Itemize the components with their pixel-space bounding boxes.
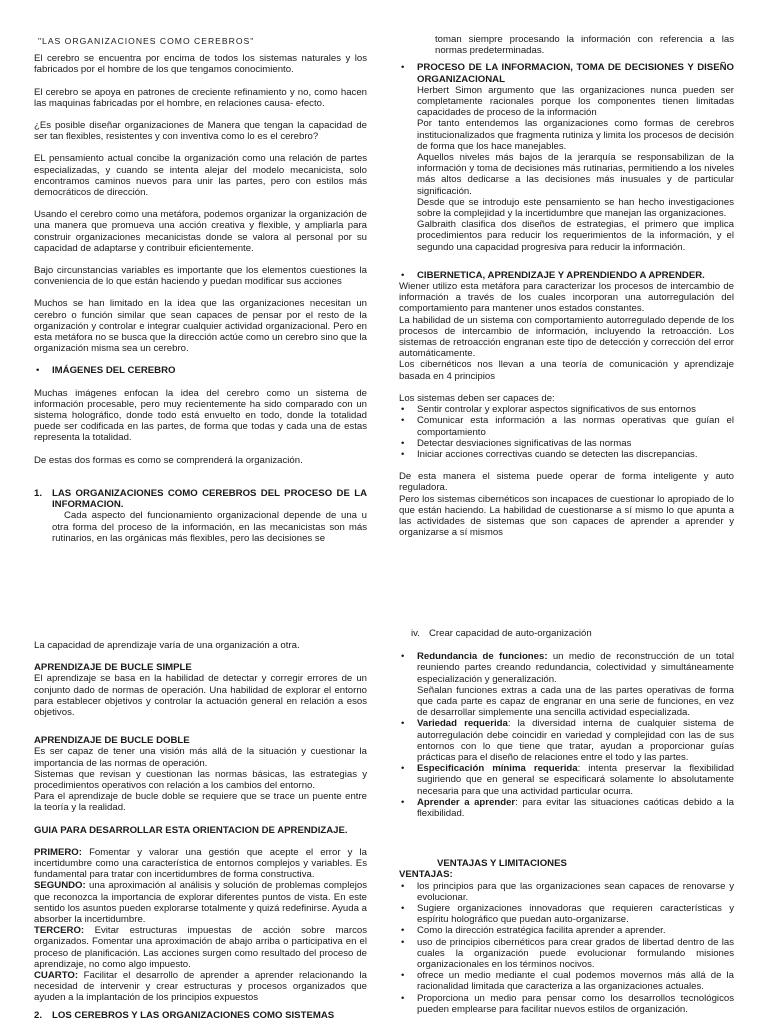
list-item: • Sentir controlar y explorar aspectos significativos de sus entornos (401, 404, 696, 416)
paragraph: Muchas imágenes enfocan la idea del cerebro como un sistema de información procesable, pero muy recientemente ha sido comparado con un sistema holográfico, donde todo está envuelto en todo, donde la totalidad puede ser codificada en las partes, de forma que todas y cada una de estas representa la totalidad. (34, 387, 367, 444)
bullet-icon: • (401, 448, 405, 460)
paragraph: PRIMERO: Fomentar y valorar una gestión que acepte el error y la incertidumbre como una característica de entornos complejos y variables. Es fundamental para tratar con incertidumbres de forma constructiva. (34, 846, 367, 881)
bottom-left-column (34, 640, 367, 1021)
section-number: 1. (34, 487, 43, 499)
paragraph: Para el aprendizaje de bucle doble se requiere que se trace un puente entre la teoría y la realidad. (34, 791, 367, 814)
numbered-section (34, 1010, 367, 1021)
list-item: • los principios para que las organizaciones sean capaces de renovarse y evolucionar. (401, 880, 734, 903)
page-title: "LAS ORGANIZACIONES COMO CEREBROS" (38, 36, 255, 46)
list-item: • Especificación mínima requerida: intenta preservar la flexibilidad sugiriendo que en general se especificará solamente lo absolutamente necesaria para que una actividad particular ocurra. (401, 763, 734, 797)
paragraph: El aprendizaje se basa en la habilidad de detectar y corregir errores de un conjunto dado de normas de operación. Una habilidad de explorar el entorno para establecer objetivos y controlar la actuación general en relación a esos objetivos. (34, 673, 367, 719)
bullet-icon: • (401, 62, 405, 74)
paragraph: Desde que se introdujo este pensamiento se han hecho investigaciones sobre la complejidad y la incertidumbre que manejan las organizaciones. (417, 196, 734, 220)
paragraph: SEGUNDO: una aproximación al análisis y solución de problemas complejos que reconozca la importancia de explorar diferentes puntos de vista. En este sentido los asuntos pueden explorarse totalmente y quizá redefinirse. Ayuda a absorber la incertidumbre. (34, 880, 367, 926)
paragraph: Aquellos niveles más bajos de la jerarquía se responsabilizan de la información y toma de decisiones más rutinarias, permitiendo a los niveles más altos dedicarse a las decisiones más inusuales y de particular significación. (417, 152, 734, 197)
bullet-icon: • (401, 437, 405, 449)
bullet-icon: • (401, 880, 405, 892)
list-item: • Aprender a aprender: para evitar las situaciones caóticas debido a la flexibilidad. (401, 796, 734, 820)
list-item: • Variedad requerida: la diversidad interna de cualquier sistema de autorregulación debe coincidir en variedad y complejidad con las de sus entornos con lo que tiene que tratar, ayudan a proporcionar guías prácticas para el diseño de relaciones entre el todo y las partes. (401, 718, 734, 764)
paragraph: ¿Es posible diseñar organizaciones de Manera que tengan la capacidad de ser tan flexibles, resistentes y con inventiva como lo es el cerebro? (34, 120, 367, 143)
section-heading: VENTAJAS: (399, 869, 453, 881)
bullet-icon: • (401, 992, 405, 1004)
paragraph: Bajo circunstancias variables es importante que los elementos cuestiones la conveniencia de lo que están haciendo y puedan modificar sus acciones (34, 265, 367, 288)
paragraph: Los sistemas deben ser capaces de: (399, 392, 555, 404)
top-left-column (34, 36, 367, 544)
paragraph: De esta manera el sistema puede operar de forma inteligente y auto reguladora. (399, 471, 734, 494)
bullet-icon: • (401, 970, 405, 982)
bullet-icon: • (401, 903, 405, 915)
list-item: • Comunicar esta información a las normas operativas que guían el comportamiento (401, 415, 734, 438)
paragraph: Herbert Simon argumento que las organizaciones nunca pueden ser completamente racionales porque los componentes tienen limitadas capacidades de proceso de la información (417, 84, 734, 119)
paragraph: El cerebro se apoya en patrones de creciente refinamiento y no, como hacen las maquinas fabricadas por el hombre, en relaciones causa- efecto. (34, 86, 367, 109)
list-item: • Sugiere organizaciones innovadoras que requieren características y espíritu holográfico que puedan auto-organizarse. (401, 903, 734, 926)
bottom-right-column (399, 628, 734, 1015)
section-heading: • IMÁGENES DEL CEREBRO (36, 365, 176, 377)
bullet-section (399, 62, 734, 252)
paragraph: El cerebro se encuentra por encima de todos los sistemas naturales y los fabricados por el hombre de los que tengamos conocimiento. (34, 53, 367, 76)
paragraph: Muchos se han limitado en la idea que las organizaciones necesitan un cerebro o función similar que sean capaces de pensar por el resto de la organización y controlar e integrar cualquier actividad organizacional. Pero en esta metáfora no se busca que la dirección actúe como un cerebro sino que la organización misma sea un cerebro. (34, 298, 367, 355)
list-item: • Como la dirección estratégica facilita aprender a aprender. (401, 925, 666, 937)
bullet-icon: • (36, 365, 40, 377)
roman-number: iv. (411, 628, 420, 639)
paragraph: EL pensamiento actual concibe la organización como una relación de partes especializadas, y cuando se intenta alejar del modelo mecanicista, solo encontramos caminos nuevos para unir las partes, pero con estilos más democráticos de dirección. (34, 153, 367, 199)
paragraph: toman siempre procesando la información con referencia a las normas predeterminadas. (435, 34, 734, 57)
list-item: • uso de principios cibernéticos para crear grados de libertad dentro de las cuales la organización puede evolucionar formulando misiones organizacionales en los términos nocivos. (401, 936, 734, 971)
bullet-icon: • (401, 718, 405, 730)
paragraph: De estas dos formas es como se comprenderá la organización. (34, 454, 303, 466)
paragraph: Sistemas que revisan y cuestionan las normas básicas, las estrategias y procedimientos operativos con relación a los cambios del entorno. (34, 768, 367, 792)
paragraph: CUARTO: Facilitar el desarrollo de aprender a aprender relacionando la necesidad de intervenir y crear estructuras y procesos organizados que ayuden a la implantación de los principios expuestos (34, 970, 367, 1004)
list-item: • Redundancia de funciones: un medio de reconstrucción de un total reuniendo partes creando redundancia, colectividad y simultáneamente especialización y generalización. Señalan funciones extras a cada una de las partes operativas de forma que cada parte es capaz de engranar en una serie de funciones, en vez de desarrollar simplemente una sencilla actividad especializada. (401, 651, 734, 719)
bullet-icon: • (401, 925, 405, 937)
paragraph: Por tanto entendemos las organizaciones como formas de cerebros institucionalizados que fragmenta rutiniza y limita los procesos de decisión de forma que los hace manejables. (417, 118, 734, 152)
list-item: • Detectar desviaciones significativas de las normas (401, 437, 632, 449)
numbered-section (34, 488, 367, 544)
bullet-icon: • (401, 404, 405, 416)
section-heading: PROCESO DE LA INFORMACION, TOMA DE DECISIONES Y DISEÑO ORGANIZACIONAL (417, 62, 734, 85)
paragraph: Pero los sistemas cibernéticos son incapaces de cuestionar lo apropiado de lo que están haciendo. La habilidad de cuestionarse a sí mismo lo que apunta a las actividades de sistemas que son capaces de aprender a aprender y organizarse a sí mismos (399, 493, 734, 539)
paragraph: Galbraith clasifica dos diseños de estrategias, el primero que implica procedimientos para reducir los requerimientos de la información, y el segundo una capacidad progresiva para reducir la información. (417, 219, 734, 253)
paragraph: La capacidad de aprendizaje varía de una organización a otra. (34, 640, 300, 651)
bullet-icon: • (401, 269, 405, 281)
section-heading: VENTAJAS Y LIMITACIONES (437, 858, 567, 870)
list-item: • ofrece un medio mediante el cual podemos movernos más allá de la racionalidad limitada que caracteriza a las organizaciones actuales. (401, 970, 734, 993)
bullet-icon: • (401, 796, 405, 808)
paragraph: TERCERO: Evitar estructuras impuestas de acción sobre marcos organizados. Fomentar una aproximación de abajo arriba o participativa en el proceso de planificación. Las acciones surgen como resultado del proceso de aprendizaje, no como algo impuesto. (34, 925, 367, 970)
section-heading: LAS ORGANIZACIONES COMO CEREBROS DEL PROCESO DE LA INFORMACION. (52, 487, 367, 511)
bullet-icon: • (401, 415, 405, 427)
paragraph: Wiener utilizo esta metáfora para caracterizar los procesos de intercambio de información a través de los cuales incorporan una autorregulación del comportamiento para mantener unos estados constantes. (399, 281, 734, 315)
roman-item (399, 628, 734, 639)
section-heading: LOS CEREBROS Y LAS ORGANIZACIONES COMO SISTEMAS (52, 1009, 335, 1021)
bullet-icon: • (401, 763, 405, 775)
list-item: • Proporciona un medio para pensar como los desarrollos tecnológicos pueden emplearse para facilitar nuevos estilos de organización. (401, 992, 734, 1015)
paragraph: Usando el cerebro como una metáfora, podemos organizar la organización de una manera que promueva una acción creativa y flexible, y ampliarla para construir organizaciones mecanicistas donde se valora al personal por su capacidad de adaptarse y contribuir eficientemente. (34, 209, 367, 254)
paragraph: Es ser capaz de tener una visión más allá de la situación y cuestionar la importancia de las normas de operación. (34, 746, 367, 769)
top-right-column (399, 34, 734, 538)
bullet-icon: • (401, 936, 405, 948)
section-number: 2. (34, 1009, 43, 1021)
section-heading: GUIA PARA DESARROLLAR ESTA ORIENTACION DE APRENDIZAJE. (34, 824, 348, 836)
section-heading: APRENDIZAJE DE BUCLE DOBLE (34, 735, 190, 747)
paragraph: Crear capacidad de auto-organización (429, 628, 592, 639)
section-heading: • CIBERNETICA, APRENDIZAJE Y APRENDIENDO A APRENDER. (401, 269, 705, 281)
paragraph: La habilidad de un sistema con comportamiento autorregulado depende de los procesos de intercambio de información, incluyendo la retroacción. Los sistemas de retroacción engranan este tipo de detección y corrección del error automáticamente. (399, 314, 734, 360)
bullet-icon: • (401, 651, 405, 663)
paragraph: Cada aspecto del funcionamiento organizacional depende de una u otra forma del proceso de la información, en las mecanicistas son más rutinarios, en las orgánicas más flexibles, pero las decisiones se (52, 510, 367, 544)
section-heading: APRENDIZAJE DE BUCLE SIMPLE (34, 662, 192, 674)
list-item: • Iniciar acciones correctivas cuando se detecten las discrepancias. (401, 448, 698, 460)
paragraph: Los cibernéticos nos llevan a una teoría de comunicación y aprendizaje basada en 4 principios (399, 359, 734, 382)
